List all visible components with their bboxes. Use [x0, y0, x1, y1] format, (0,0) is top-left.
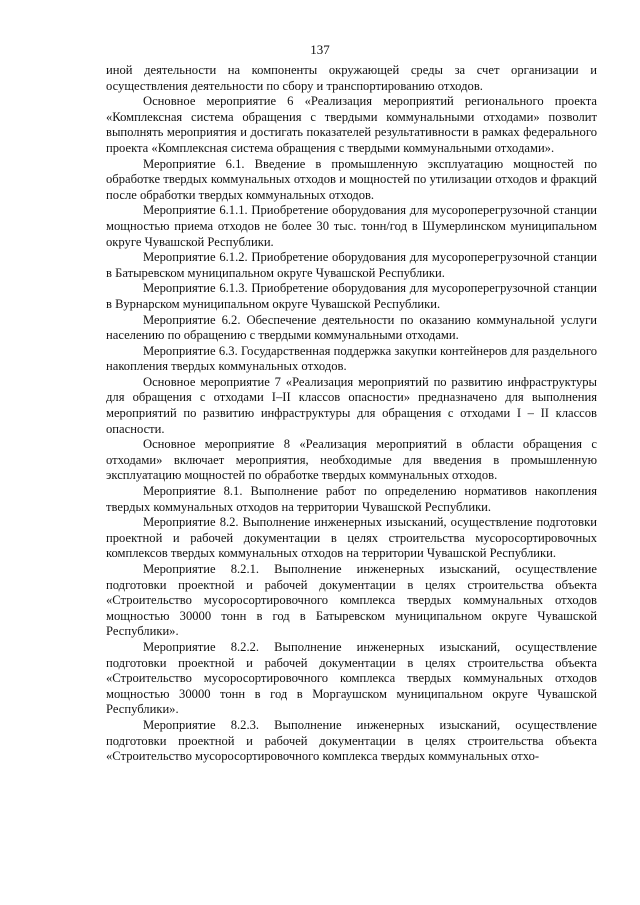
paragraph-measure-6-1-3: Мероприятие 6.1.3. Приобретение оборудования для мусороперегрузочной станции в Вурнарском муниципальном округе Чувашской Республики.	[106, 281, 597, 311]
paragraph-continuation: иной деятельности на компоненты окружающей среды за счет организации и осуществления деятельности по сбору и транспортированию отходов.	[106, 63, 597, 93]
paragraph-main-measure-8: Основное мероприятие 8 «Реализация мероприятий в области обращения с отходами» включает мероприятия, необходимые для введения в промышленную эксплуатацию мощностей по обработке твердых коммунальных отходов.	[106, 437, 597, 483]
paragraph-measure-8-2-3: Мероприятие 8.2.3. Выполнение инженерных изысканий, осуществление подготовки проектной и рабочей документации в целях строительства объекта «Строительство мусоросортировочного комплекса твердых коммунальных отхо-	[106, 717, 597, 764]
paragraph-measure-8-2-2: Мероприятие 8.2.2. Выполнение инженерных изысканий, осуществление подготовки проектной и рабочей документации в целях строительства объекта «Строительство мусоросортировочного комплекса твердых коммунальных отходов мощностью 30000 тонн в год в Моргаушском муниципальном округе Чувашской Республики».	[106, 639, 597, 717]
document-body	[106, 63, 597, 765]
paragraph-measure-8-1: Мероприятие 8.1. Выполнение работ по определению нормативов накопления твердых коммунальных отходов на территории Чувашской Республики.	[106, 484, 597, 514]
paragraph-measure-6-3: Мероприятие 6.3. Государственная поддержка закупки контейнеров для раздельного накопления твердых коммунальных отходов.	[106, 343, 597, 374]
paragraph-measure-6-1-1: Мероприятие 6.1.1. Приобретение оборудования для мусороперегрузочной станции мощностью приема отходов не более 30 тыс. тонн/год в Шумерлинском муниципальном округе Чувашской Республики.	[106, 203, 597, 249]
paragraph-measure-6-1-2: Мероприятие 6.1.2. Приобретение оборудования для мусороперегрузочной станции в Батыревском муниципальном округе Чувашской Республики.	[106, 250, 597, 280]
paragraph-measure-6-2: Мероприятие 6.2. Обеспечение деятельности по оказанию коммунальной услуги населению по обращению с твердыми коммунальными отходами.	[106, 312, 597, 343]
paragraph-main-measure-7: Основное мероприятие 7 «Реализация мероприятий по развитию инфраструктуры для обращения с отходами I–II классов опасности» предназначено для выполнения мероприятий по развитию инфраструктуры для обращения с отходами I – II классов опасности.	[106, 374, 597, 436]
page-number: 137	[310, 42, 330, 57]
paragraph-main-measure-6: Основное мероприятие 6 «Реализация мероприятий регионального проекта «Комплексная система обращения с твердыми коммунальными отходами» позволит выполнять мероприятия и достигать показателей результативности в рамках федерального проекта «Комплексная система обращения с твердыми коммунальными отходами».	[106, 94, 597, 155]
paragraph-measure-6-1: Мероприятие 6.1. Введение в промышленную эксплуатацию мощностей по обработке твердых коммунальных отходов и мощностей по утилизации отходов и фракций после обработки твердых коммунальных отходов.	[106, 156, 597, 202]
paragraph-measure-8-2: Мероприятие 8.2. Выполнение инженерных изысканий, осуществление подготовки проектной и рабочей документации в целях строительства мусоросортировочных комплексов твердых коммунальных отходов на территории Чувашской Республики.	[106, 515, 597, 561]
paragraph-measure-8-2-1: Мероприятие 8.2.1. Выполнение инженерных изысканий, осуществление подготовки проектной и рабочей документации в целях строительства объекта «Строительство мусоросортировочного комплекса твердых коммунальных отходов мощностью 30000 тонн в год в Батыревском муниципальном округе Чувашской Республики».	[106, 562, 597, 639]
